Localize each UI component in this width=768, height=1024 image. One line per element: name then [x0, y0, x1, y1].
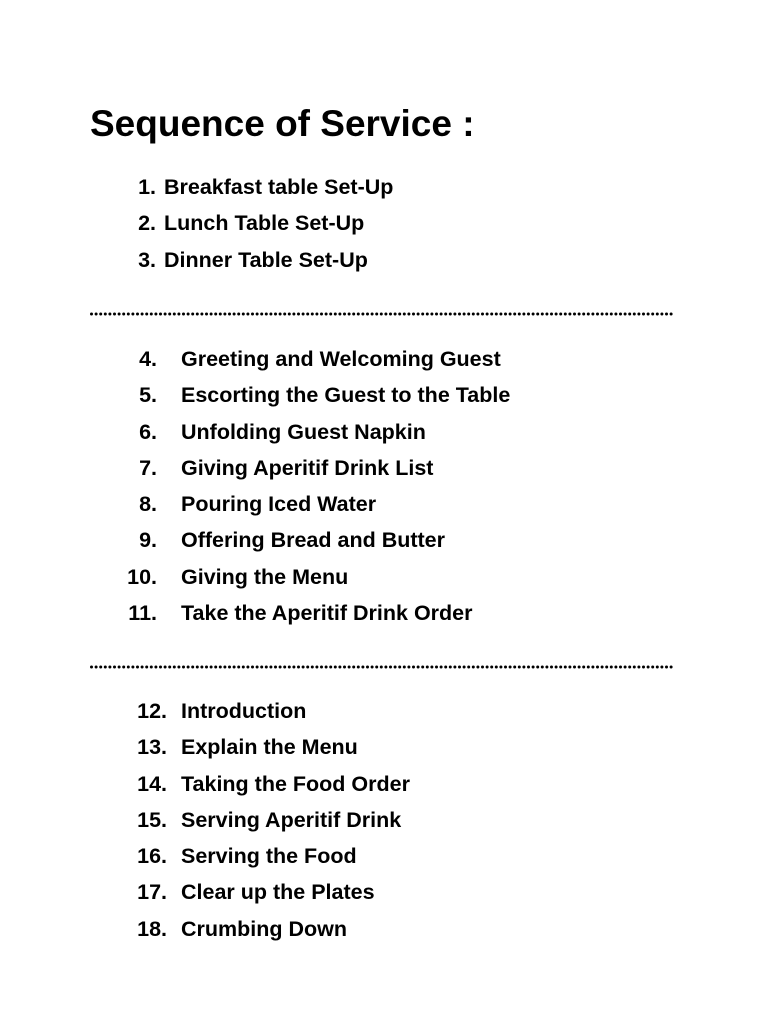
item-text: Giving Aperitif Drink List	[181, 455, 434, 480]
item-text: Greeting and Welcoming Guest	[181, 347, 501, 371]
dotted-separator	[90, 664, 676, 670]
item-number: 12.	[137, 699, 167, 723]
item-number: 14.	[137, 771, 167, 796]
item-text: Explain the Menu	[181, 735, 358, 760]
item-number: 5.	[139, 383, 157, 408]
item-number: 9.	[139, 528, 157, 553]
item-text: Taking the Food Order	[181, 771, 410, 796]
item-number: 2.	[138, 211, 156, 236]
item-number: 15.	[137, 807, 167, 832]
item-text: Lunch Table Set-Up	[164, 211, 365, 236]
item-text: Giving the Menu	[181, 564, 349, 589]
item-text: Pouring Iced Water	[181, 492, 377, 517]
item-number: 16.	[137, 844, 167, 869]
item-number: 4.	[139, 347, 157, 371]
item-number: 17.	[137, 880, 167, 905]
item-text: Serving Aperitif Drink	[181, 807, 402, 832]
item-text: Crumbing Down	[181, 916, 348, 941]
item-number: 11.	[128, 601, 157, 626]
item-number: 10.	[127, 564, 157, 589]
item-text: Take the Aperitif Drink Order	[181, 601, 473, 626]
item-text: Offering Bread and Butter	[181, 528, 445, 553]
item-text: Clear up the Plates	[181, 880, 375, 905]
item-number: 6.	[139, 419, 157, 444]
item-number: 3.	[138, 247, 156, 272]
dotted-separator	[90, 311, 676, 317]
item-number: 8.	[139, 492, 157, 517]
item-text: Escorting the Guest to the Table	[181, 383, 511, 408]
item-text: Unfolding Guest Napkin	[181, 419, 426, 444]
page-title: Sequence of Service :	[90, 103, 475, 144]
item-text: Breakfast table Set-Up	[164, 175, 394, 199]
item-text: Dinner Table Set-Up	[164, 247, 368, 272]
item-number: 1.	[138, 175, 156, 199]
item-number: 7.	[139, 455, 157, 480]
item-number: 18.	[137, 916, 167, 941]
item-text: Serving the Food	[181, 844, 357, 869]
item-number: 13.	[137, 735, 167, 760]
item-text: Introduction	[181, 699, 307, 723]
